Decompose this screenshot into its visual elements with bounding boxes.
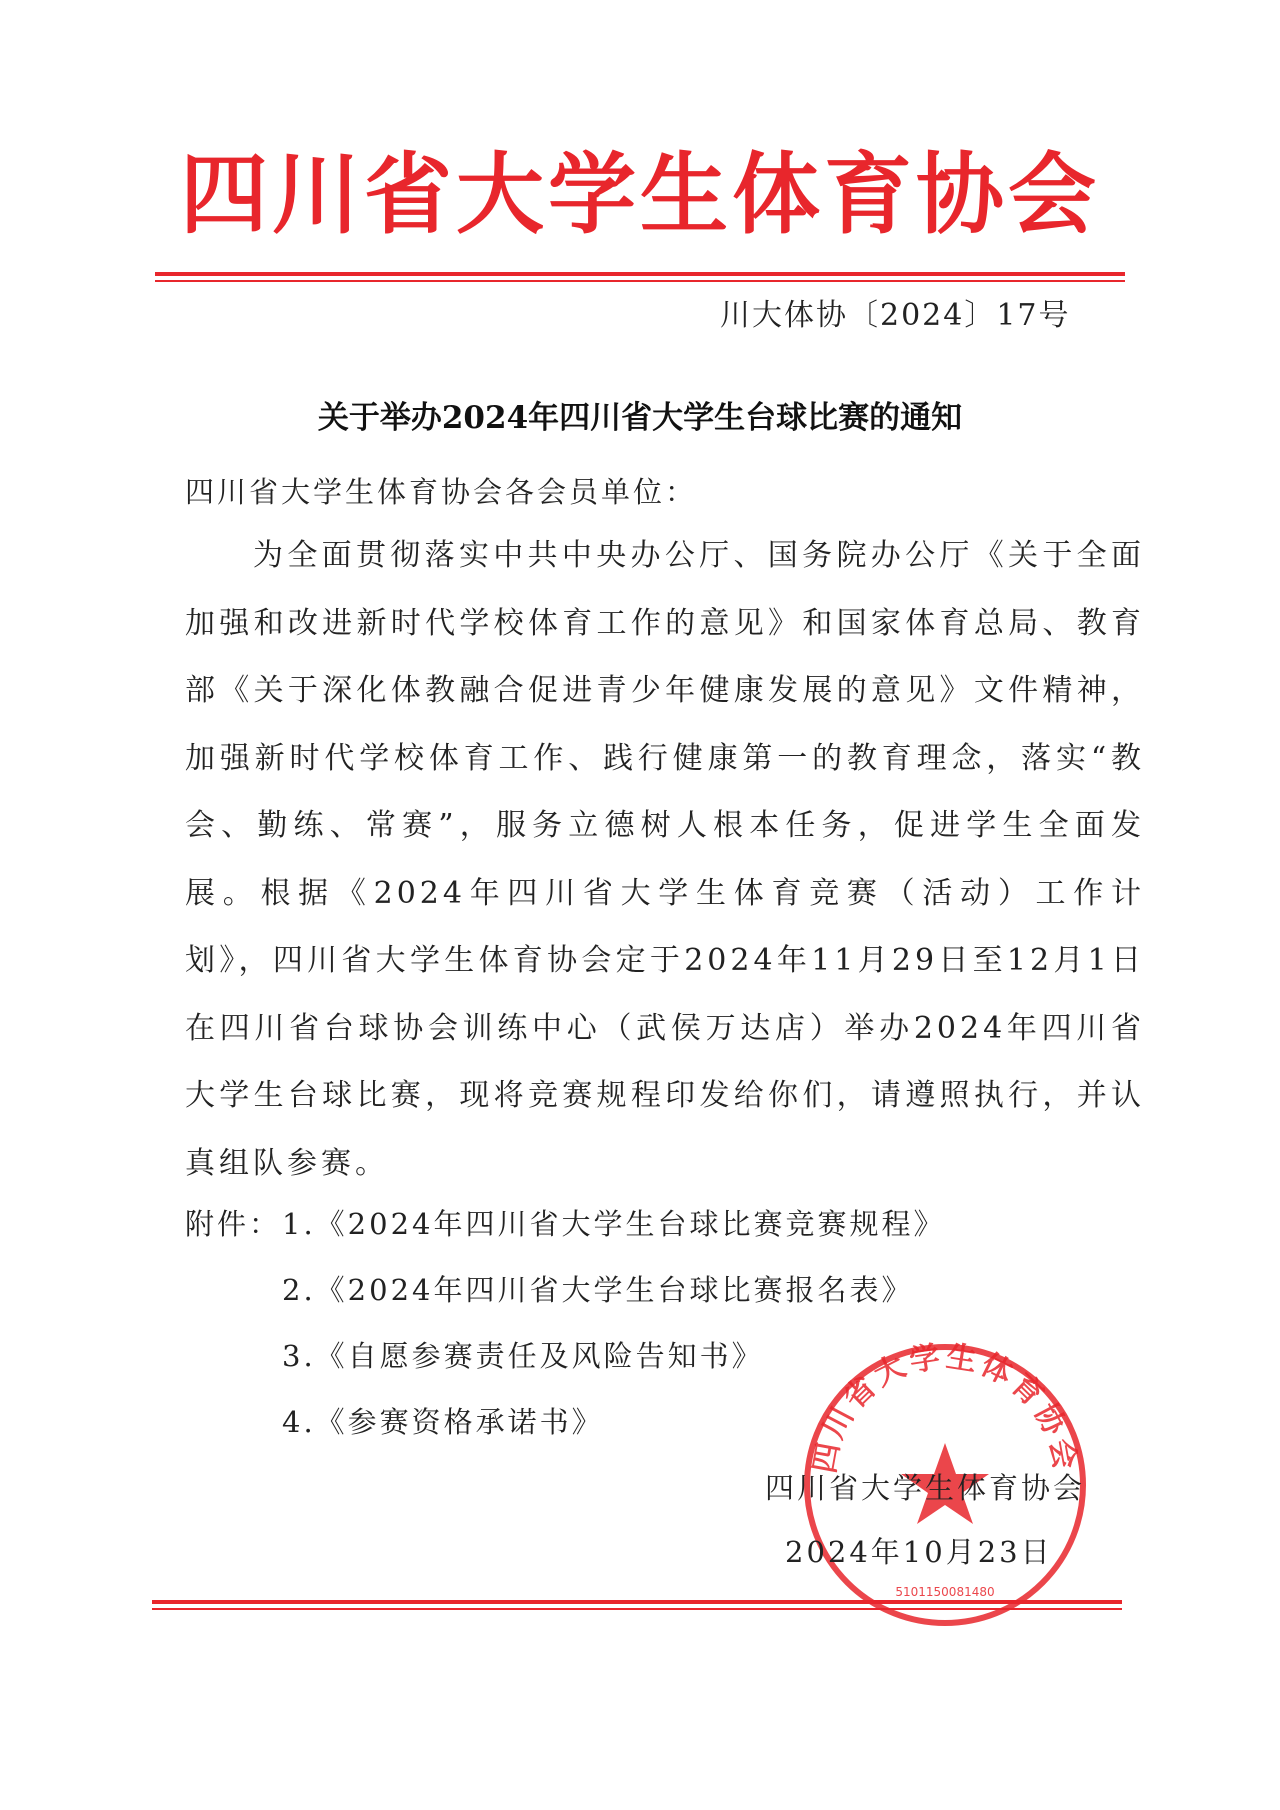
notice-body-paragraph: 为全面贯彻落实中共中央办公厅、国务院办公厅《关于全面加强和改进新时代学校体育工作的意见》和国家体育总局、教育部《关于深化体教融合促进青少年健康发展的意见》文件精神，加强新时代学校体育工作、践行健康第一的教育理念，落实“教会、勤练、常赛”，服务立德树人根本任务，促进学生全面发展。根据《2024年四川省大学生体育竞赛（活动）工作计划》，四川省大学生体育协会定于2024年11月29日至12月1日在四川省台球协会训练中心（武侯万达店）举办2024年四川省大学生台球比赛，现将竞赛规程印发给你们，请遵照执行，并认真组队参赛。 bbox=[185, 538, 1145, 1181]
signature-date: 2024年10月23日 bbox=[785, 1535, 1053, 1569]
notice-title: 关于举办2024年四川省大学生台球比赛的通知 bbox=[317, 400, 963, 436]
seal-code: 5101150081480 bbox=[895, 1585, 995, 1599]
document-number: 川大体协〔2024〕17号 bbox=[720, 298, 1071, 333]
footer-rule-thick bbox=[152, 1600, 1122, 1604]
attachments-label: 附件： bbox=[185, 1207, 282, 1241]
salutation: 四川省大学生体育协会各会员单位： bbox=[185, 475, 698, 509]
attachment-item: 2.《2024年四川省大学生台球比赛报名表》 bbox=[282, 1273, 914, 1307]
org-header-title: 四川省大学生体育协会 bbox=[179, 143, 1100, 246]
header-rule-thick bbox=[155, 272, 1125, 276]
attachment-item: 3.《自愿参赛责任及风险告知书》 bbox=[282, 1339, 764, 1373]
header-rule-thin bbox=[155, 280, 1125, 282]
signature-organization: 四川省大学生体育协会 bbox=[765, 1471, 1086, 1505]
seal-text: 四川省大学生体育协会 bbox=[807, 1340, 1083, 1476]
attachment-item: 4.《参赛资格承诺书》 bbox=[282, 1405, 604, 1439]
attachment-item: 1.《2024年四川省大学生台球比赛竞赛规程》 bbox=[282, 1207, 946, 1241]
footer-rule-thin bbox=[152, 1608, 1122, 1610]
